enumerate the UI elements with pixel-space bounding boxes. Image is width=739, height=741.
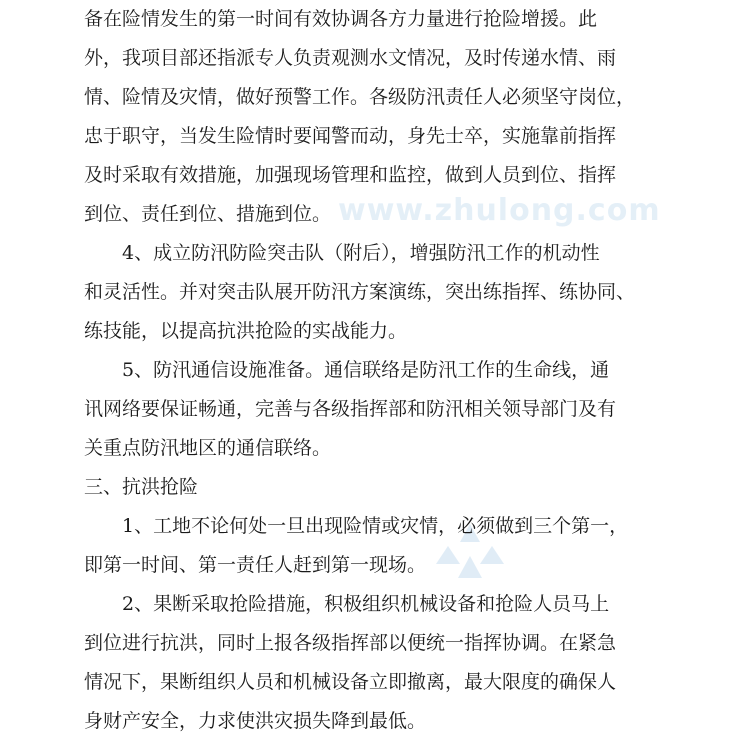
- text-line: 即第一时间、第一责任人赶到第一现场。: [84, 554, 427, 576]
- text-line: 备在险情发生的第一时间有效协调各方力量进行抢险增援。此: [84, 8, 598, 30]
- text-line: 4、成立防汛防险突击队（附后），增强防汛工作的机动性: [84, 242, 600, 264]
- text-line: 关重点防汛地区的通信联络。: [84, 437, 332, 459]
- text-line: 讯网络要保证畅通，完善与各级指挥部和防汛相关领导部门及有: [84, 398, 617, 420]
- text-line: 到位、责任到位、措施到位。: [84, 203, 332, 225]
- text-line: 情况下，果断组织人员和机械设备立即撤离，最大限度的确保人: [84, 671, 617, 693]
- text-line: 2、果断采取抢险措施，积极组织机械设备和抢险人员马上: [84, 593, 610, 615]
- text-line: 和灵活性。并对突击队展开防汛方案演练，突出练指挥、练协同、: [84, 281, 636, 303]
- body-text: [84, 0, 644, 741]
- text-line: 练技能，以提高抗洪抢险的实战能力。: [84, 320, 408, 342]
- text-line: 情、险情及灾情，做好预警工作。各级防汛责任人必须坚守岗位，: [84, 86, 636, 108]
- text-line: 到位进行抗洪，同时上报各级指挥部以便统一指挥协调。在紧急: [84, 632, 617, 654]
- section-heading: 三、抗洪抢险: [84, 476, 199, 498]
- text-line: 忠于职守，当发生险情时要闻警而动，身先士卒，实施靠前指挥: [84, 125, 617, 147]
- watermark-text: www.zhulong.com: [338, 193, 661, 228]
- text-line: 1、工地不论何处一旦出现险情或灾情，必须做到三个第一，: [84, 515, 629, 537]
- text-line: 及时采取有效措施，加强现场管理和监控，做到人员到位、指挥: [84, 164, 617, 186]
- text-line: 外，我项目部还指派专人负责观测水文情况，及时传递水情、雨: [84, 47, 617, 69]
- text-line: 身财产安全，力求使洪灾损失降到最低。: [84, 710, 427, 732]
- text-line: 5、防汛通信设施准备。通信联络是防汛工作的生命线，通: [84, 359, 610, 381]
